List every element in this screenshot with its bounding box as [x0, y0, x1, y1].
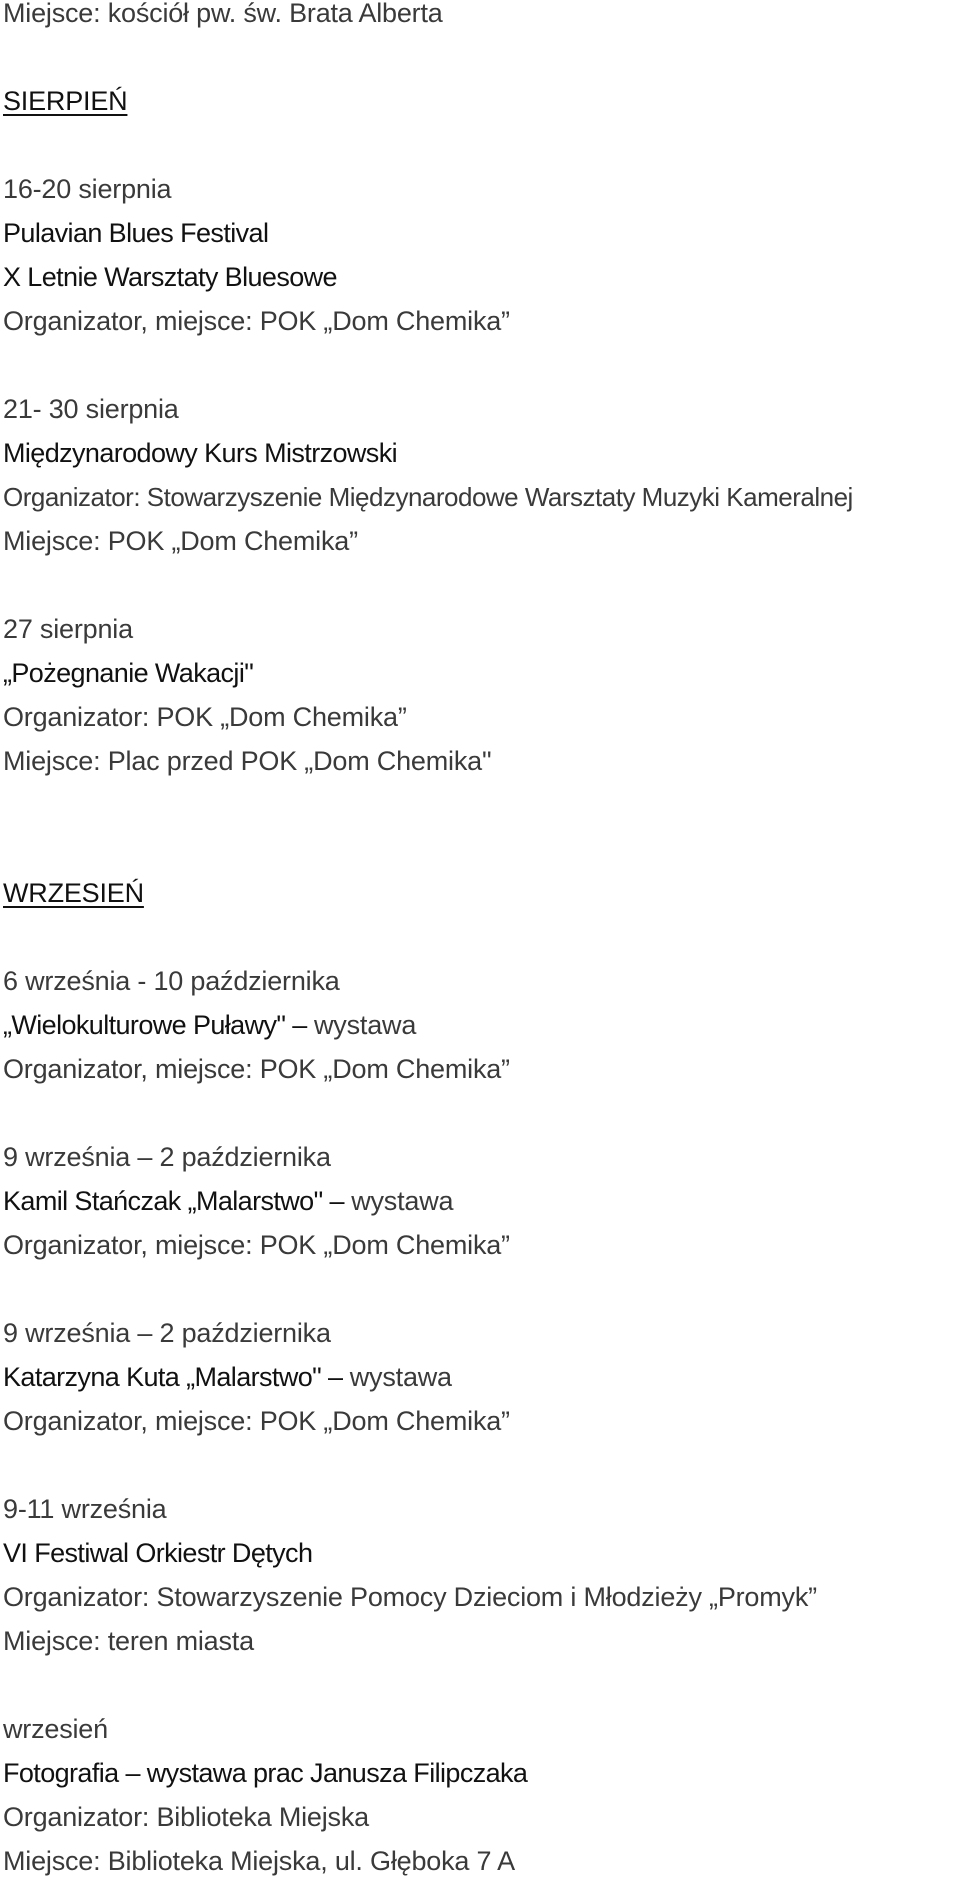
event-organizer: Organizator, miejsce: POK „Dom Chemika” — [3, 1054, 510, 1084]
event-title: Kamil Stańczak „Malarstwo" – — [3, 1186, 344, 1216]
event-entry — [3, 959, 953, 1091]
event-place: Miejsce: Biblioteka Miejska, ul. Głęboka 7 A — [3, 1846, 515, 1876]
event-title: Pulavian Blues Festival — [3, 218, 269, 248]
event-date: 9 września – 2 października — [3, 1142, 331, 1172]
event-type: wystawa — [342, 1362, 452, 1392]
event-organizer: Organizator, miejsce: POK „Dom Chemika” — [3, 1406, 510, 1436]
event-organizer: Organizator: POK „Dom Chemika” — [3, 702, 407, 732]
event-subtitle: X Letnie Warsztaty Bluesowe — [3, 262, 337, 292]
event-type: wystawa — [306, 1010, 417, 1040]
event-entry — [3, 1135, 953, 1267]
event-title: „Pożegnanie Wakacji" — [3, 658, 254, 688]
event-entry — [3, 387, 953, 563]
event-entry — [3, 1707, 953, 1883]
event-organizer: Organizator, miejsce: POK „Dom Chemika” — [3, 306, 510, 336]
event-date: 21- 30 sierpnia — [3, 394, 179, 424]
event-entry — [3, 1311, 953, 1443]
event-organizer: Organizator, miejsce: POK „Dom Chemika” — [3, 1230, 510, 1260]
event-date: 9-11 września — [3, 1494, 167, 1524]
month-heading-september: WRZESIEŃ — [3, 878, 144, 908]
event-title-line — [3, 1179, 953, 1223]
event-title: Międzynarodowy Kurs Mistrzowski — [3, 438, 398, 468]
event-place: Miejsce: POK „Dom Chemika” — [3, 526, 358, 556]
event-entry — [3, 1487, 953, 1663]
event-date: 6 września - 10 października — [3, 966, 340, 996]
event-title: Katarzyna Kuta „Malarstwo" – — [3, 1362, 343, 1392]
month-heading-august: SIERPIEŃ — [3, 86, 128, 116]
event-entry — [3, 607, 953, 783]
event-entry — [3, 167, 953, 343]
document-body — [3, 0, 953, 1883]
event-organizer: Organizator: Stowarzyszenie Międzynarodowe Warsztaty Muzyki Kameralnej — [3, 482, 853, 512]
event-title: „Wielokulturowe Puławy" – — [3, 1010, 307, 1040]
event-type: wystawa — [343, 1186, 454, 1216]
top-place-line: Miejsce: kościół pw. św. Brata Alberta — [3, 0, 443, 28]
event-title: VI Festiwal Orkiestr Dętych — [3, 1538, 313, 1568]
event-date: 16-20 sierpnia — [3, 174, 172, 204]
event-title-line — [3, 1355, 953, 1399]
event-place: Miejsce: teren miasta — [3, 1626, 254, 1656]
event-organizer: Organizator: Stowarzyszenie Pomocy Dzieciom i Młodzieży „Promyk” — [3, 1582, 817, 1612]
event-date: wrzesień — [3, 1714, 108, 1744]
event-organizer: Organizator: Biblioteka Miejska — [3, 1802, 369, 1832]
event-place: Miejsce: Plac przed POK „Dom Chemika" — [3, 746, 492, 776]
event-title: Fotografia – wystawa prac Janusza Filipczaka — [3, 1758, 528, 1788]
event-date: 27 sierpnia — [3, 614, 133, 644]
event-date: 9 września – 2 października — [3, 1318, 331, 1348]
event-title-line — [3, 1003, 953, 1047]
